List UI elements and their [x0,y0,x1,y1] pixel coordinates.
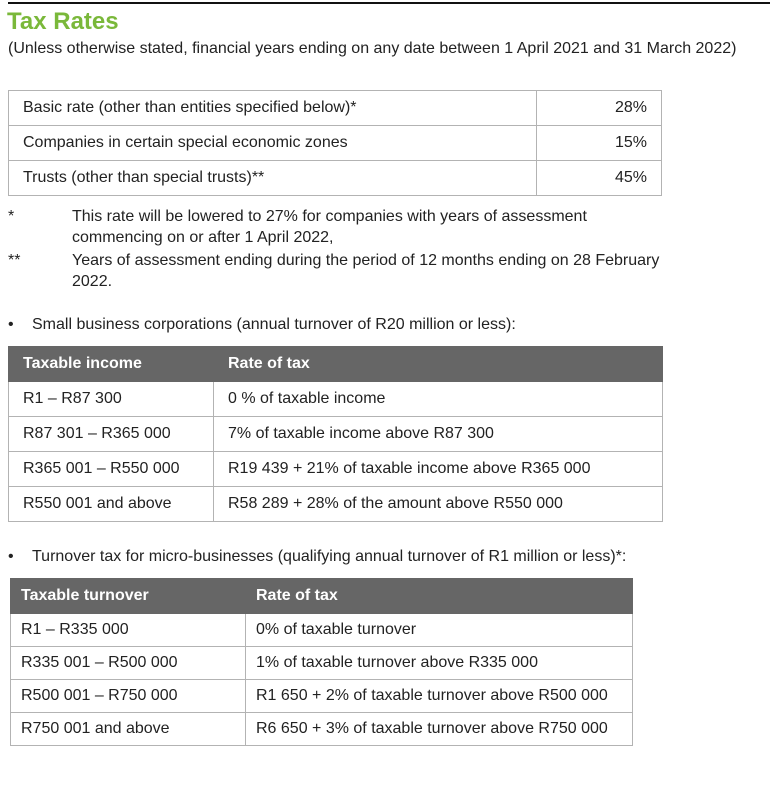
table-row [9,126,662,161]
turnover-heading-text: Turnover tax for micro-businesses (qualifying annual turnover of R1 million or less)*: [32,548,627,565]
tax-rates-table [8,90,662,196]
table-cell: R335 001 – R500 000 [11,647,246,680]
table-cell: R6 650 + 3% of taxable turnover above R750 000 [246,713,633,746]
sbc-table [8,346,663,522]
table-row [9,161,662,196]
table-row [9,91,662,126]
table-row [11,713,633,746]
table-row [9,417,663,452]
table-row [9,487,663,522]
table-header [11,579,633,614]
table-cell: 1% of taxable turnover above R335 000 [246,647,633,680]
table-cell: R550 001 and above [9,487,214,522]
rate-label: Companies in certain special economic zones [9,126,537,161]
table-row [9,452,663,487]
sbc-heading-text: Small business corporations (annual turnover of R20 million or less): [32,316,516,333]
table-cell: R87 301 – R365 000 [9,417,214,452]
rate-label: Basic rate (other than entities specified below)* [9,91,537,126]
table-cell: R1 650 + 2% of taxable turnover above R500 000 [246,680,633,713]
turnover-table [10,578,633,746]
table-header [9,347,663,382]
bullet-icon: • [8,548,14,565]
page-subtitle: (Unless otherwise stated, financial years ending on any date between 1 April 2021 and 31 March 2022) [8,40,737,57]
table-cell: R1 – R87 300 [9,382,214,417]
table-cell: 0% of taxable turnover [246,614,633,647]
rate-value: 45% [537,161,662,196]
rate-value: 15% [537,126,662,161]
bullet-icon: • [8,316,14,333]
rate-value: 28% [537,91,662,126]
table-cell: R1 – R335 000 [11,614,246,647]
page-title: Tax Rates [7,8,119,35]
footnote-mark: * [8,208,15,225]
table-cell: R750 001 and above [11,713,246,746]
footnote [8,206,688,250]
footnote-text: This rate will be lowered to 27% for companies with years of assessment commencing on or after 1 April 2022, [72,208,587,246]
top-rule [8,2,770,4]
column-header: Taxable income [9,347,214,382]
table-cell: R58 289 + 28% of the amount above R550 000 [214,487,663,522]
table-row [11,647,633,680]
column-header: Rate of tax [246,579,633,614]
table-row [9,382,663,417]
table-row [11,614,633,647]
rate-label: Trusts (other than special trusts)** [9,161,537,196]
footnote-text: Years of assessment ending during the period of 12 months ending on 28 February 2022. [72,252,660,290]
table-row [11,680,633,713]
column-header: Rate of tax [214,347,663,382]
footnote [8,250,688,294]
table-cell: 0 % of taxable income [214,382,663,417]
table-cell: 7% of taxable income above R87 300 [214,417,663,452]
column-header: Taxable turnover [11,579,246,614]
table-cell: R500 001 – R750 000 [11,680,246,713]
footnote-mark: ** [8,252,21,269]
table-cell: R365 001 – R550 000 [9,452,214,487]
table-cell: R19 439 + 21% of taxable income above R365 000 [214,452,663,487]
